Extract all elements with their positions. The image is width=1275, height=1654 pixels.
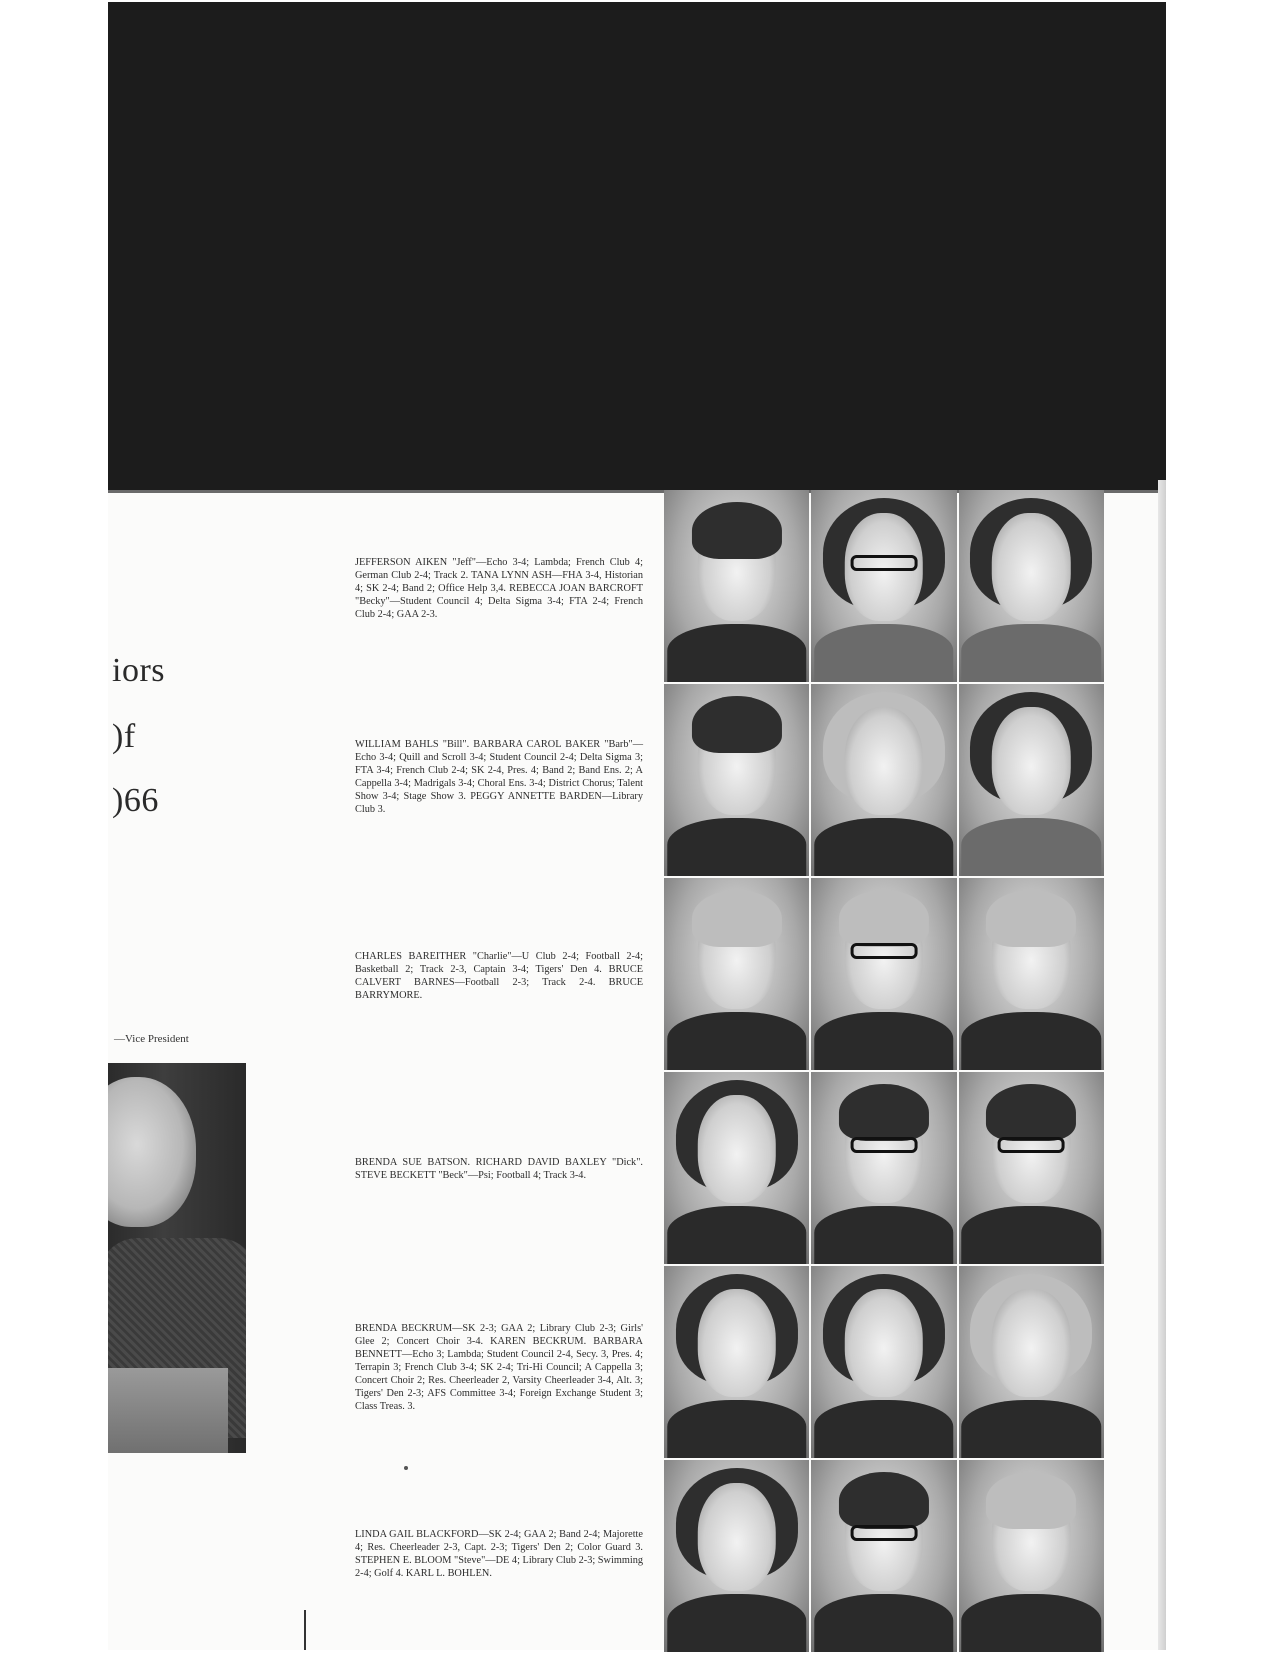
senior-entry-4: BRENDA SUE BATSON. RICHARD DAVID BAXLEY "Dick". STEVE BECKETT "Beck"—Psi; Football 4; Track 3-4. bbox=[355, 1157, 643, 1181]
title-fragment-2: )f bbox=[112, 718, 136, 755]
portrait-photo bbox=[811, 1266, 956, 1458]
portrait-photo bbox=[811, 1460, 956, 1652]
portrait-photo bbox=[811, 684, 956, 876]
portrait-grid bbox=[664, 490, 1104, 1654]
page-edge bbox=[1158, 480, 1166, 1650]
portrait-row bbox=[664, 1460, 1104, 1652]
portrait-photo bbox=[959, 1266, 1104, 1458]
portrait-row bbox=[664, 490, 1104, 682]
portrait-photo bbox=[664, 1266, 809, 1458]
portrait-row bbox=[664, 1266, 1104, 1458]
officer-photo bbox=[108, 1063, 246, 1453]
portrait-photo bbox=[811, 490, 956, 682]
portrait-photo bbox=[959, 1072, 1104, 1264]
portrait-photo bbox=[959, 684, 1104, 876]
title-fragment-3: )66 bbox=[112, 782, 159, 819]
portrait-photo bbox=[811, 1072, 956, 1264]
senior-entry-1: JEFFERSON AIKEN "Jeff"—Echo 3-4; Lambda; French Club 4; German Club 2-4; Track 2. TANA LYNN ASH—FHA 3-4, Historian 4; SK 2-4; Band 2; Office Help 3,4. REBECCA JOAN BARCROFT "Becky"—Student Council 4; Delta Sigma 3-4; FTA 2-4; French Club 2-4; GAA 2-3. bbox=[355, 557, 643, 620]
portrait-photo bbox=[664, 1072, 809, 1264]
portrait-row bbox=[664, 878, 1104, 1070]
senior-entry-2: WILLIAM BAHLS "Bill". BARBARA CAROL BAKER "Barb"—Echo 3-4; Quill and Scroll 3-4; Student Council 2-4; Delta Sigma 3; FTA 3-4; French Club 2-4; SK 2-4, Pres. 4; Band 2; Band Ens. 2; A Cappella 3-4; Madrigals 3-4; Choral Ens. 3-4; District Chorus; Talent Show 3-4; Stage Show 3. PEGGY ANNETTE BARDEN—Library Club 3. bbox=[355, 739, 643, 815]
portrait-photo bbox=[959, 878, 1104, 1070]
officer-caption: —Vice President bbox=[114, 1033, 189, 1045]
portrait-photo bbox=[664, 878, 809, 1070]
title-fragment-1: iors bbox=[112, 652, 165, 689]
senior-entry-6: LINDA GAIL BLACKFORD—SK 2-4; GAA 2; Band 2-4; Majorette 4; Res. Cheerleader 2-3, Capt. 2-3; Tigers' Den 2; Color Guard 3. STEPHEN E. BLOOM "Steve"—DE 4; Library Club 2-3; Swimming 2-4; Golf 4. KARL L. BOHLEN. bbox=[355, 1529, 643, 1579]
portrait-photo bbox=[664, 1460, 809, 1652]
portrait-photo bbox=[664, 490, 809, 682]
senior-entry-3: CHARLES BAREITHER "Charlie"—U Club 2-4; Football 2-4; Basketball 2; Track 2-3, Captain 3-4; Tigers' Den 4. BRUCE CALVERT BARNES—Football 2-3; Track 2-4. BRUCE BARRYMORE. bbox=[355, 951, 643, 1001]
portrait-photo bbox=[664, 684, 809, 876]
fold-mark bbox=[304, 1610, 306, 1650]
portrait-photo bbox=[811, 878, 956, 1070]
senior-entry-5: BRENDA BECKRUM—SK 2-3; GAA 2; Library Club 2-3; Girls' Glee 2; Concert Choir 3-4. KAREN BECKRUM. BARBARA BENNETT—Echo 3; Lambda; Student Council 2-4, Secy. 3, Pres. 4; Terrapin 3; French Club 3-4; SK 2-4; Tri-Hi Council; A Cappella 3; Concert Choir 2; Res. Cheerleader 2, Varsity Cheerleader 3-4, Alt. 3; Tigers' Den 2-3; AFS Committee 3-4; Foreign Exchange Student 3; Class Treas. 3. bbox=[355, 1323, 643, 1412]
portrait-row bbox=[664, 684, 1104, 876]
portrait-row bbox=[664, 1072, 1104, 1264]
dark-photo-band bbox=[108, 2, 1166, 493]
portrait-photo bbox=[959, 490, 1104, 682]
ink-dot bbox=[404, 1466, 408, 1470]
portrait-photo bbox=[959, 1460, 1104, 1652]
